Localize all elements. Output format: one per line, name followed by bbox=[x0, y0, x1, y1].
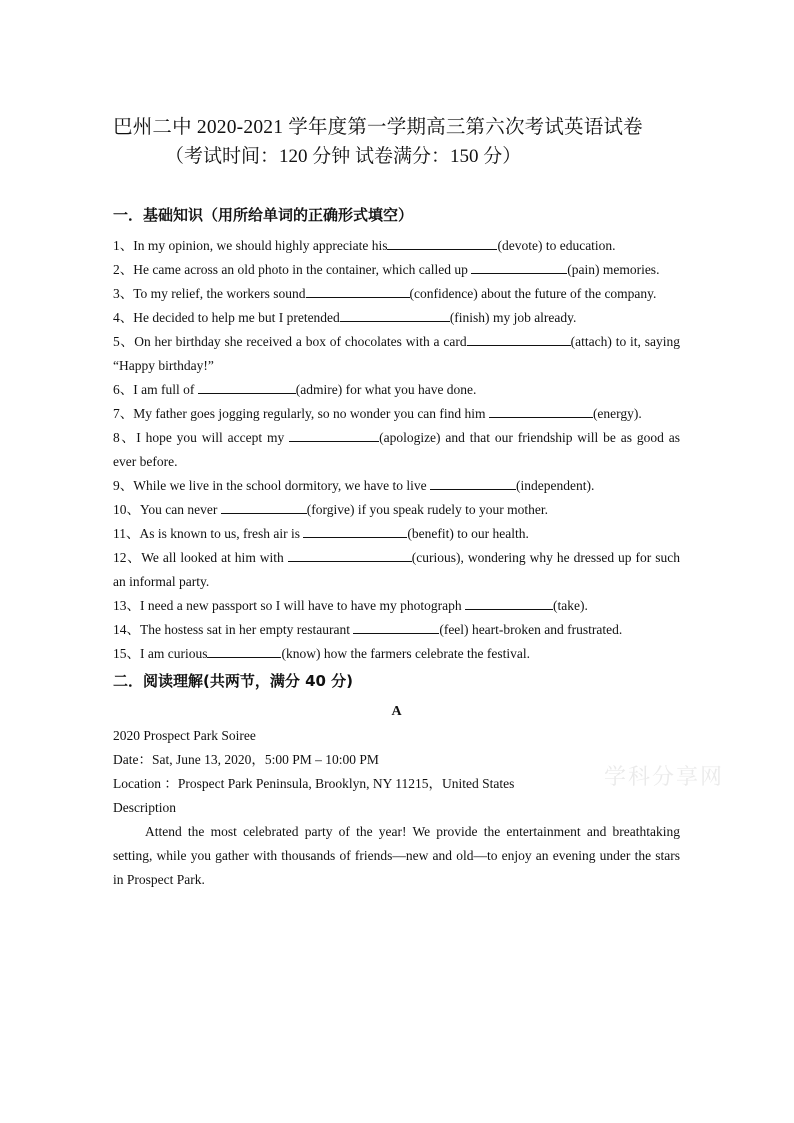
question-item bbox=[113, 642, 680, 666]
answer-blank[interactable] bbox=[221, 499, 307, 514]
answer-blank[interactable] bbox=[353, 619, 439, 634]
question-text-after: for what you have done. bbox=[342, 382, 477, 397]
question-text-after: to it, saying “Happy birthday!” bbox=[113, 334, 681, 373]
question-number: 9、 bbox=[113, 478, 134, 493]
event-date: Date：Sat, June 13, 2020，5:00 PM – 10:00 PM bbox=[113, 752, 379, 767]
question-item bbox=[113, 474, 680, 498]
question-number: 13、 bbox=[113, 598, 140, 613]
question-number: 12、 bbox=[113, 550, 142, 565]
question-number: 14、 bbox=[113, 622, 140, 637]
word-hint: (finish) bbox=[449, 310, 490, 325]
question-text: I am curious bbox=[140, 646, 208, 661]
section-2-heading: 二．阅读理解(共两节，满分 40 分) bbox=[113, 672, 354, 690]
question-item bbox=[113, 234, 680, 258]
answer-blank[interactable] bbox=[471, 259, 567, 274]
fill-in-items bbox=[113, 234, 680, 666]
word-hint: (confidence) bbox=[409, 286, 478, 301]
answer-blank[interactable] bbox=[467, 331, 571, 346]
word-hint: (attach) bbox=[570, 334, 612, 349]
question-item bbox=[113, 546, 680, 594]
question-text-after: about the future of the company. bbox=[477, 286, 657, 301]
question-item bbox=[113, 330, 680, 378]
question-text: My father goes jogging regularly, so no wonder you can find him bbox=[133, 406, 489, 421]
question-number: 5、 bbox=[113, 334, 135, 349]
question-text-after: if you speak rudely to your mother. bbox=[354, 502, 548, 517]
word-hint: (admire) bbox=[295, 382, 343, 397]
description-label: Description bbox=[113, 800, 176, 815]
answer-blank[interactable] bbox=[340, 307, 450, 322]
exam-title: 巴州二中 2020-2021 学年度第一学期高三第六次考试英语试卷 bbox=[113, 117, 643, 138]
question-item bbox=[113, 282, 680, 306]
exam-page bbox=[113, 116, 680, 892]
question-number: 2、 bbox=[113, 262, 134, 277]
word-hint: (take). bbox=[553, 598, 588, 613]
answer-blank[interactable] bbox=[387, 235, 497, 250]
word-hint: (know) bbox=[281, 646, 321, 661]
answer-blank[interactable] bbox=[489, 403, 593, 418]
word-hint: (independent). bbox=[516, 478, 595, 493]
word-hint: (forgive) bbox=[306, 502, 355, 517]
question-text: He came across an old photo in the container, which called up bbox=[133, 262, 472, 277]
question-text: While we live in the school dormitory, we have to live bbox=[133, 478, 431, 493]
event-title: 2020 Prospect Park Soiree bbox=[113, 728, 256, 743]
question-item bbox=[113, 426, 680, 474]
question-text: We all looked at him with bbox=[141, 550, 288, 565]
word-hint: (pain) bbox=[567, 262, 600, 277]
question-item bbox=[113, 402, 680, 426]
question-item bbox=[113, 618, 680, 642]
question-text-after: to education. bbox=[542, 238, 616, 253]
exam-subtitle: （考试时间：120 分钟 试卷满分：150 分） bbox=[165, 146, 522, 167]
question-text: He decided to help me but I pretended bbox=[133, 310, 340, 325]
question-text: As is known to us, fresh air is bbox=[139, 526, 304, 541]
answer-blank[interactable] bbox=[207, 643, 281, 658]
word-hint: (curious), bbox=[411, 550, 464, 565]
question-number: 10、 bbox=[113, 502, 140, 517]
question-text: I hope you will accept my bbox=[136, 430, 290, 445]
question-text-after: heart-broken and frustrated. bbox=[468, 622, 623, 637]
question-number: 4、 bbox=[113, 310, 134, 325]
question-text-after: how the farmers celebrate the festival. bbox=[320, 646, 531, 661]
question-item bbox=[113, 594, 680, 618]
question-number: 1、 bbox=[113, 238, 134, 253]
question-text-after: and that our friendship will be as good as ever before. bbox=[113, 430, 680, 469]
question-item bbox=[113, 378, 680, 402]
question-text: I am full of bbox=[133, 382, 198, 397]
question-text-after: to our health. bbox=[453, 526, 529, 541]
question-number: 7、 bbox=[113, 406, 134, 421]
question-item bbox=[113, 522, 680, 546]
answer-blank[interactable] bbox=[430, 475, 516, 490]
question-text: You can never bbox=[140, 502, 221, 517]
passage-letter: A bbox=[391, 704, 402, 719]
question-number: 11、 bbox=[113, 526, 140, 541]
question-item bbox=[113, 306, 680, 330]
event-location: Location ：Prospect Park Peninsula, Brooklyn, NY 11215，United States bbox=[113, 776, 515, 791]
watermark: 学科分享网 bbox=[604, 765, 725, 790]
question-item bbox=[113, 258, 680, 282]
question-text: To my relief, the workers sound bbox=[133, 286, 306, 301]
question-text-after: my job already. bbox=[489, 310, 577, 325]
answer-blank[interactable] bbox=[288, 547, 412, 562]
word-hint: (apologize) bbox=[379, 430, 441, 445]
question-text: On her birthday she received a box of chocolates with a card bbox=[134, 334, 467, 349]
question-text: I need a new passport so I will have to have my photograph bbox=[140, 598, 466, 613]
answer-blank[interactable] bbox=[465, 595, 553, 610]
answer-blank[interactable] bbox=[306, 283, 410, 298]
question-number: 8、 bbox=[113, 430, 137, 445]
answer-blank[interactable] bbox=[198, 379, 296, 394]
question-text-after: wondering why he dressed up for such an informal party. bbox=[113, 550, 681, 589]
question-number: 6、 bbox=[113, 382, 134, 397]
answer-blank[interactable] bbox=[303, 523, 407, 538]
question-text-after: memories. bbox=[599, 262, 660, 277]
question-number: 15、 bbox=[113, 646, 140, 661]
question-item bbox=[113, 498, 680, 522]
word-hint: (feel) bbox=[439, 622, 469, 637]
description-paragraph: Attend the most celebrated party of the year! We provide the entertainment and breathtaking setting, while you gather with thousands of friends—new and old—to enjoy an evening under the stars in Prospect Park. bbox=[113, 824, 680, 887]
word-hint: (devote) bbox=[497, 238, 543, 253]
word-hint: (energy). bbox=[592, 406, 642, 421]
question-text: In my opinion, we should highly appreciate his bbox=[133, 238, 388, 253]
answer-blank[interactable] bbox=[289, 427, 379, 442]
question-number: 3、 bbox=[113, 286, 134, 301]
word-hint: (benefit) bbox=[407, 526, 454, 541]
section-1-heading: 一．基础知识（用所给单词的正确形式填空） bbox=[113, 206, 414, 224]
question-text: The hostess sat in her empty restaurant bbox=[140, 622, 354, 637]
